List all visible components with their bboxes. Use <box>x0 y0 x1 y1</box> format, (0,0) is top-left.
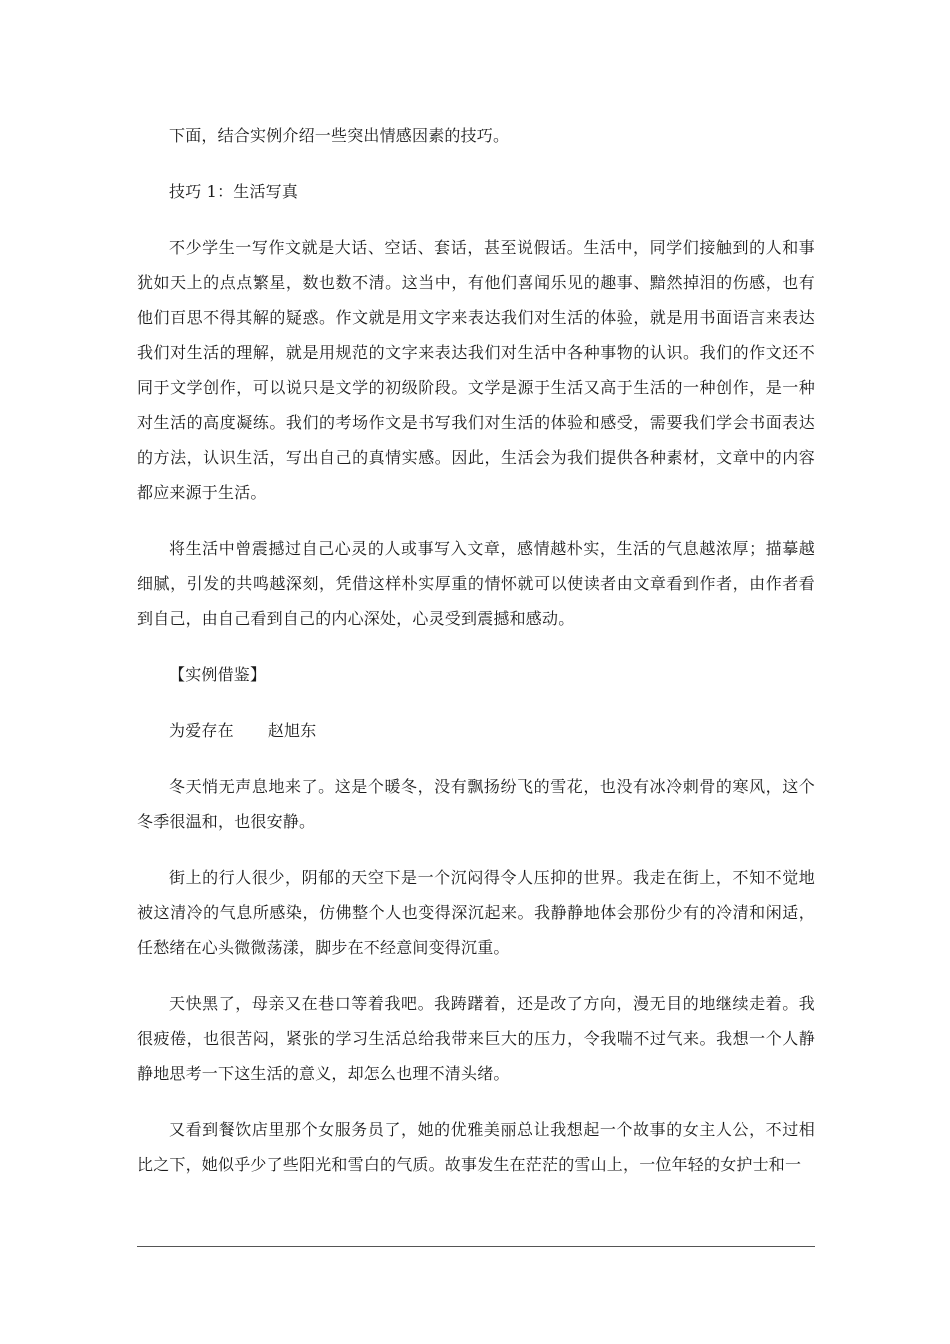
intro-paragraph: 下面，结合实例介绍一些突出情感因素的技巧。 <box>169 126 510 145</box>
essay-paragraph: 冬天悄无声息地来了。这是个暖冬，没有飘扬纷飞的雪花，也没有冰冷刺骨的寒风，这个冬季很温和，也很安静。 <box>137 777 815 831</box>
body-paragraph: 将生活中曾震撼过自己心灵的人或事写入文章，感情越朴实，生活的气息越浓厚；描摹越细腻，引发的共鸣越深刻，凭借这样朴实厚重的情怀就可以使读者由文章看到作者，由作者看到自己，由自己看到自己的内心深处，心灵受到震撼和感动。 <box>137 539 815 628</box>
essay-paragraph: 又看到餐饮店里那个女服务员了，她的优雅美丽总让我想起一个故事的女主人公，不过相比之下，她似乎少了些阳光和雪白的气质。故事发生在茫茫的雪山上，一位年轻的女护士和一 <box>137 1120 815 1174</box>
document-body <box>137 118 815 1203</box>
essay-title: 为爱存在 <box>169 721 234 740</box>
essay-title-line <box>137 713 815 748</box>
body-paragraph: 不少学生一写作文就是大话、空话、套话，甚至说假话。生活中，同学们接触到的人和事犹如天上的点点繁星，数也数不清。这当中，有他们喜闻乐见的趣事、黯然掉泪的伤感，也有他们百思不得其解的疑惑。作文就是用文字来表达我们对生活的体验，就是用书面语言来表达我们对生活的理解，就是用规范的文字来表达我们对生活中各种事物的认识。我们的作文还不同于文学创作，可以说只是文学的初级阶段。文学是源于生活又高于生活的一种创作，是一种对生活的高度凝练。我们的考场作文是书写我们对生活的体验和感受，需要我们学会书面表达的方法，认识生活，写出自己的真情实感。因此，生活会为我们提供各种素材，文章中的内容都应来源于生活。 <box>137 238 815 502</box>
essay-paragraph: 天快黑了，母亲又在巷口等着我吧。我踌躇着，还是改了方向，漫无目的地继续走着。我很疲倦，也很苦闷，紧张的学习生活总给我带来巨大的压力，令我喘不过气来。我想一个人静静地思考一下这生活的意义，却怎么也理不清头绪。 <box>137 994 815 1083</box>
essay-paragraph: 街上的行人很少，阴郁的天空下是一个沉闷得令人压抑的世界。我走在街上，不知不觉地被这清冷的气息所感染，仿佛整个人也变得深沉起来。我静静地体会那份少有的冷清和闲适，任愁绪在心头微微荡漾，脚步在不经意间变得沉重。 <box>137 868 815 957</box>
footer-divider <box>137 1246 815 1247</box>
essay-author: 赵旭东 <box>267 721 317 740</box>
technique-heading: 技巧 1：生活写真 <box>169 182 299 201</box>
example-heading: 【实例借鉴】 <box>169 665 267 684</box>
